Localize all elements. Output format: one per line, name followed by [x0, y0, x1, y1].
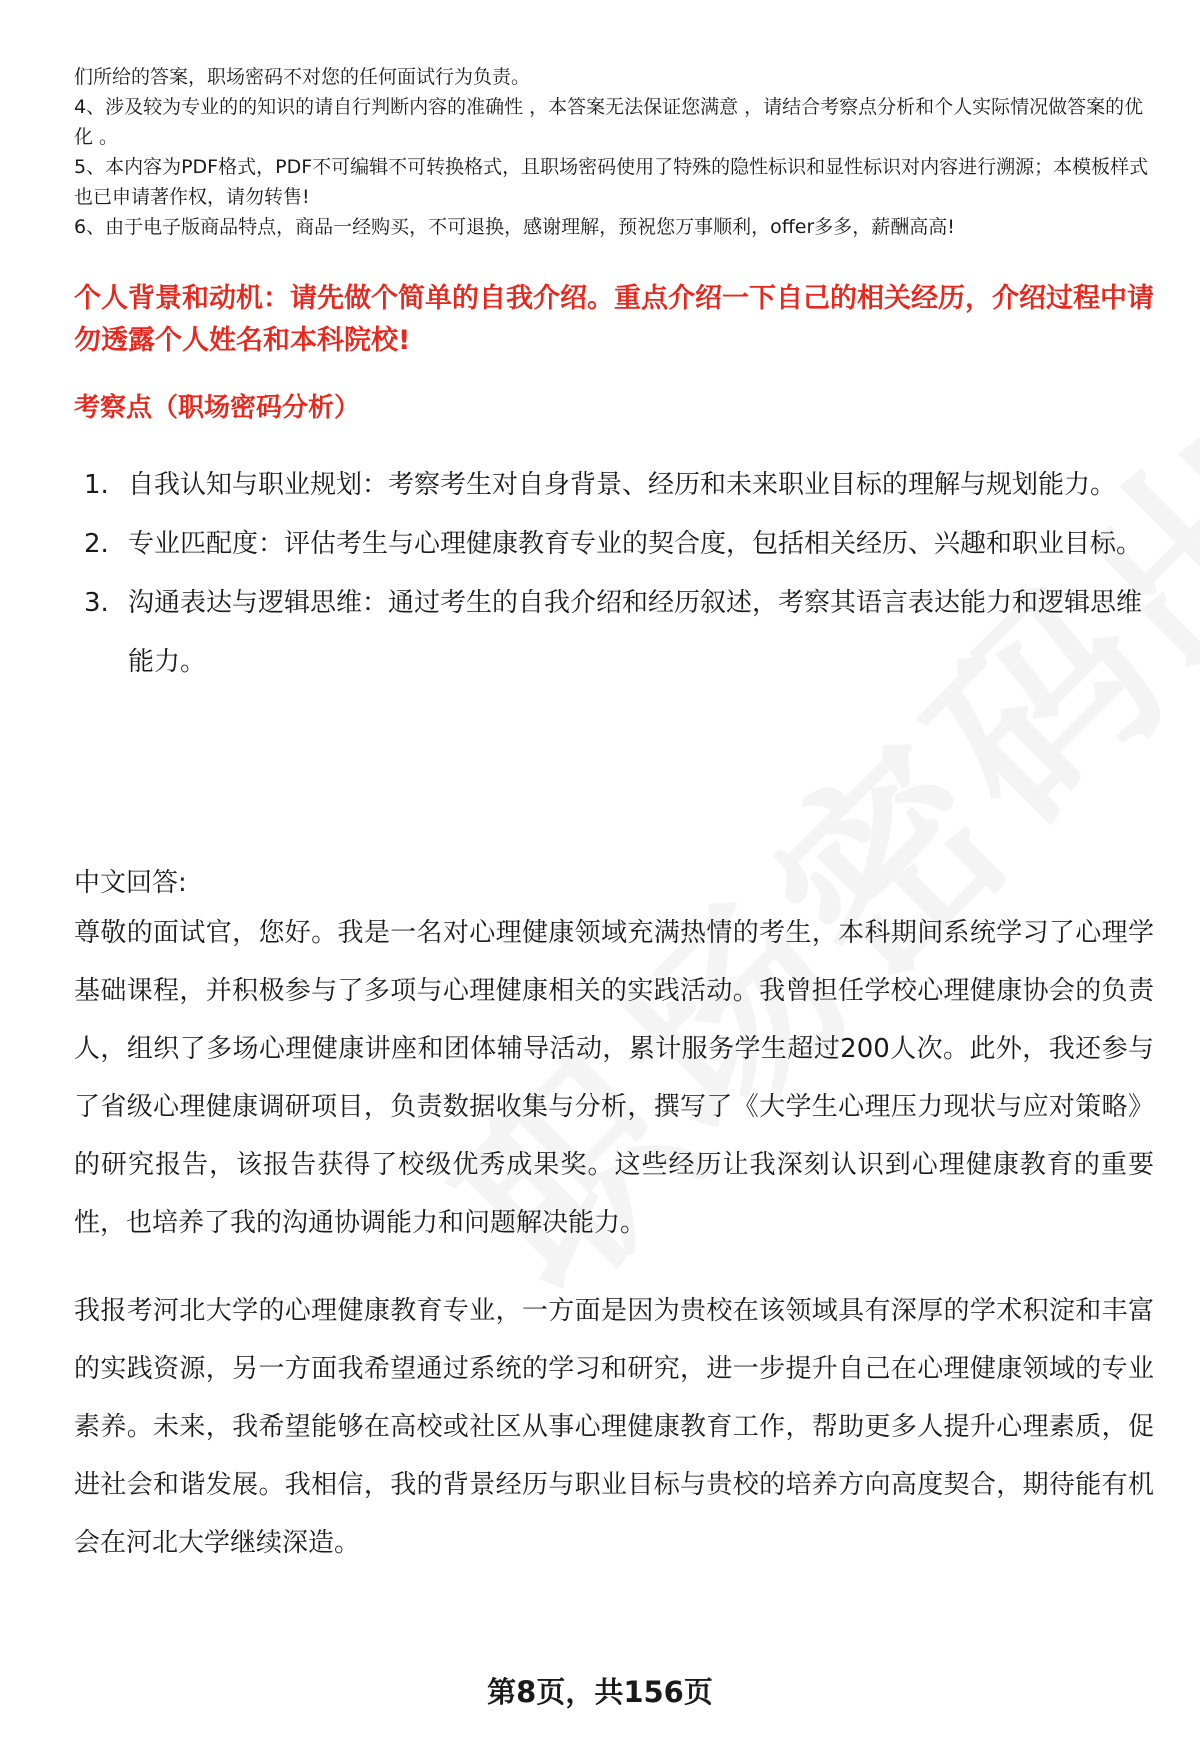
notice-line: 4、涉及较为专业的的知识的请自行判断内容的准确性 ，本答案无法保证您满意 ，请结合考察点分析和个人实际情况做答案的优化 。: [74, 96, 1144, 148]
answer-paragraph: 尊敬的面试官，您好。我是一名对心理健康领域充满热情的考生，本科期间系统学习了心理学基础课程，并积极参与了多项与心理健康相关的实践活动。我曾担任学校心理健康协会的负责人，组织了多场心理健康讲座和团体辅导活动，累计服务学生超过200人次。此外，我还参与了省级心理健康调研项目，负责数据收集与分析，撰写了《大学生心理压力现状与应对策略》的研究报告，该报告获得了校级优秀成果奖。这些经历让我深刻认识到心理健康教育的重要性，也培养了我的沟通协调能力和问题解决能力。: [74, 918, 1154, 1238]
key-point-number: 1.: [84, 470, 109, 500]
notice-line: 6、由于电子版商品特点，商品一经购买，不可退换，感谢理解，预祝您万事顺利，offer多多，薪酬高高!: [74, 216, 955, 238]
key-point-text: 沟通表达与逻辑思维：通过考生的自我介绍和经历叙述，考察其语言表达能力和逻辑思维能力。: [128, 588, 1143, 677]
answer-body: [74, 904, 1154, 1572]
key-point-text: 专业匹配度：评估考生与心理健康教育专业的契合度，包括相关经历、兴趣和职业目标。: [128, 529, 1143, 559]
notice-block: [74, 62, 1154, 242]
answer-label: 中文回答:: [74, 868, 187, 898]
key-point-item: [84, 456, 1154, 515]
key-point-number: 3.: [84, 588, 109, 618]
page-number-footer: 第8页，共156页: [487, 1675, 713, 1709]
key-points-title: 考察点（职场密码分析）: [74, 393, 361, 423]
notice-line: 5、本内容为PDF格式，PDF不可编辑不可转换格式，且职场密码使用了特殊的隐性标识和显性标识对内容进行溯源；本模板样式也已申请著作权，请勿转售!: [74, 156, 1149, 208]
key-point-text: 自我认知与职业规划：考察考生对自身背景、经历和未来职业目标的理解与规划能力。: [128, 470, 1117, 500]
key-point-item: [84, 574, 1154, 692]
key-point-number: 2.: [84, 529, 109, 559]
key-point-item: [84, 515, 1154, 574]
key-points-list: [84, 456, 1154, 692]
notice-line: 们所给的答案，职场密码不对您的任何面试行为负责。: [74, 66, 531, 88]
question-heading: 个人背景和动机：请先做个简单的自我介绍。重点介绍一下自己的相关经历，介绍过程中请勿透露个人姓名和本科院校!: [74, 283, 1154, 356]
answer-paragraph: 我报考河北大学的心理健康教育专业，一方面是因为贵校在该领域具有深厚的学术积淀和丰富的实践资源，另一方面我希望通过系统的学习和研究，进一步提升自己在心理健康领域的专业素养。未来，我希望能够在高校或社区从事心理健康教育工作，帮助更多人提升心理素质，促进社会和谐发展。我相信，我的背景经历与职业目标与贵校的培养方向高度契合，期待能有机会在河北大学继续深造。: [74, 1296, 1154, 1558]
